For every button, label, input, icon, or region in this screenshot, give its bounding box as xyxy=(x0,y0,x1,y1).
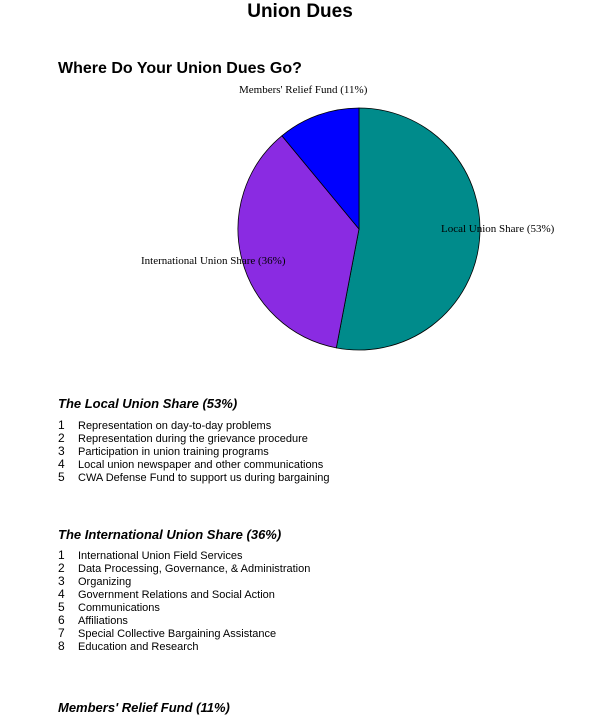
international-share-item-text: Organizing xyxy=(78,576,132,588)
relief-fund-heading: Members' Relief Fund (11%) xyxy=(58,700,230,715)
page-title: Union Dues xyxy=(247,1,353,22)
international-share-item-text: Communications xyxy=(78,602,160,614)
local-share-item-number: 2 xyxy=(58,431,65,445)
international-share-item-number: 5 xyxy=(58,600,65,614)
local-share-item-text: Representation on day-to-day problems xyxy=(78,420,272,432)
local-share-item xyxy=(58,419,330,432)
international-share-item xyxy=(58,588,310,601)
international-share-item-number: 7 xyxy=(58,626,65,640)
section-title: Where Do Your Union Dues Go? xyxy=(58,60,302,77)
international-share-item xyxy=(58,575,310,588)
local-share-item xyxy=(58,458,330,471)
international-share-item-number: 1 xyxy=(58,548,65,562)
international-share-item-number: 3 xyxy=(58,574,65,588)
international-share-item xyxy=(58,562,310,575)
local-share-item-text: Representation during the grievance procedure xyxy=(78,433,308,445)
international-share-item-text: Government Relations and Social Action xyxy=(78,589,275,601)
pie-label-local: Local Union Share (53%) xyxy=(441,223,555,235)
international-share-heading: The International Union Share (36%) xyxy=(58,527,282,542)
international-share-item xyxy=(58,601,310,614)
international-share-item-text: Affiliations xyxy=(78,615,128,627)
international-share-item-text: Data Processing, Governance, & Administration xyxy=(78,563,311,575)
international-share-item xyxy=(58,640,310,653)
local-share-item-text: CWA Defense Fund to support us during bargaining xyxy=(78,472,330,484)
international-share-item-number: 2 xyxy=(58,561,65,575)
local-share-item xyxy=(58,471,330,484)
international-share-item-text: Special Collective Bargaining Assistance xyxy=(78,628,277,640)
international-share-item xyxy=(58,627,310,640)
local-share-item xyxy=(58,432,330,445)
international-share-item-number: 4 xyxy=(58,587,65,601)
local-share-item-number: 1 xyxy=(58,418,65,432)
international-share-item xyxy=(58,549,310,562)
international-share-item-number: 8 xyxy=(58,639,65,653)
international-share-item-text: International Union Field Services xyxy=(78,550,243,562)
local-share-item-text: Participation in union training programs xyxy=(78,446,269,458)
local-share-item-number: 3 xyxy=(58,444,65,458)
international-share-item xyxy=(58,614,310,627)
local-share-item-text: Local union newspaper and other communications xyxy=(78,459,324,471)
pie-label-international: International Union Share (36%) xyxy=(141,255,286,267)
international-share-item-number: 6 xyxy=(58,613,65,627)
local-share-item xyxy=(58,445,330,458)
local-share-item-number: 5 xyxy=(58,470,65,484)
local-share-heading: The Local Union Share (53%) xyxy=(58,396,238,411)
pie-label-relief: Members' Relief Fund (11%) xyxy=(239,84,368,96)
international-share-item-text: Education and Research xyxy=(78,641,199,653)
local-share-list xyxy=(58,419,330,484)
pie-chart xyxy=(0,78,600,368)
international-share-list xyxy=(58,549,310,653)
local-share-item-number: 4 xyxy=(58,457,65,471)
